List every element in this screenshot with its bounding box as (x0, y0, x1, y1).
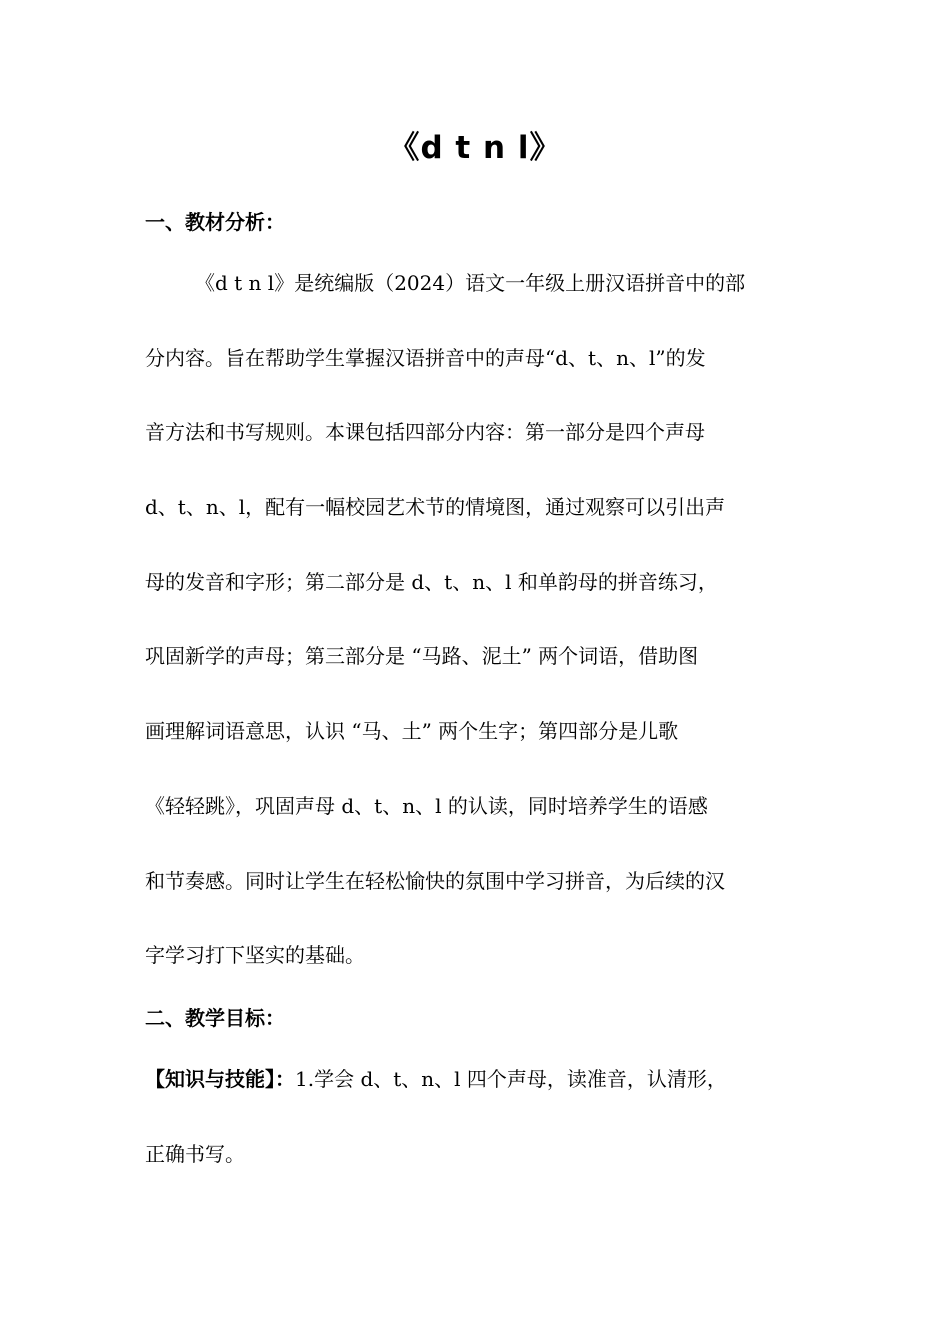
paragraph-line: 和节奏感。同时让学生在轻松愉快的氛围中学习拼音，为后续的汉 (145, 868, 725, 893)
paragraph-line: 音方法和书写规则。本课包括四部分内容：第一部分是四个声母 (145, 420, 705, 445)
goal-line: 正确书写。 (145, 1141, 245, 1166)
paragraph-line: 《d t n l》是统编版（2024）语文一年级上册汉语拼音中的部 (195, 271, 746, 295)
section-heading-teaching-goals: 二、教学目标： (145, 1006, 285, 1030)
paragraph-line: 分内容。旨在帮助学生掌握汉语拼音中的声母“d、t、n、l”的发 (145, 345, 706, 370)
knowledge-skills-goal (145, 1042, 825, 1191)
paragraph-line: 巩固新学的声母；第三部分是 “马路、泥土” 两个词语，借助图 (145, 644, 699, 669)
textbook-analysis-paragraph (145, 246, 810, 993)
goal-text: 1.学会 d、t、n、l 四个声母，读准音，认清形， (295, 1067, 727, 1091)
paragraph-line: 字学习打下坚实的基础。 (145, 943, 365, 968)
paragraph-line: d、t、n、l，配有一幅校园艺术节的情境图，通过观察可以引出声 (145, 495, 726, 520)
paragraph-line: 画理解词语意思，认识 “马、土” 两个生字；第四部分是儿歌 (145, 719, 679, 744)
document-title: 《d t n l》 (388, 130, 562, 166)
goal-line (145, 1042, 825, 1117)
paragraph-line: 《轻轻跳》，巩固声母 d、t、n、l 的认读，同时培养学生的语感 (145, 793, 708, 818)
goal-label: 【知识与技能】： (145, 1067, 295, 1091)
paragraph-line: 母的发音和字形；第二部分是 d、t、n、l 和单韵母的拼音练习， (145, 569, 718, 594)
section-heading-textbook-analysis: 一、教材分析： (145, 210, 285, 234)
